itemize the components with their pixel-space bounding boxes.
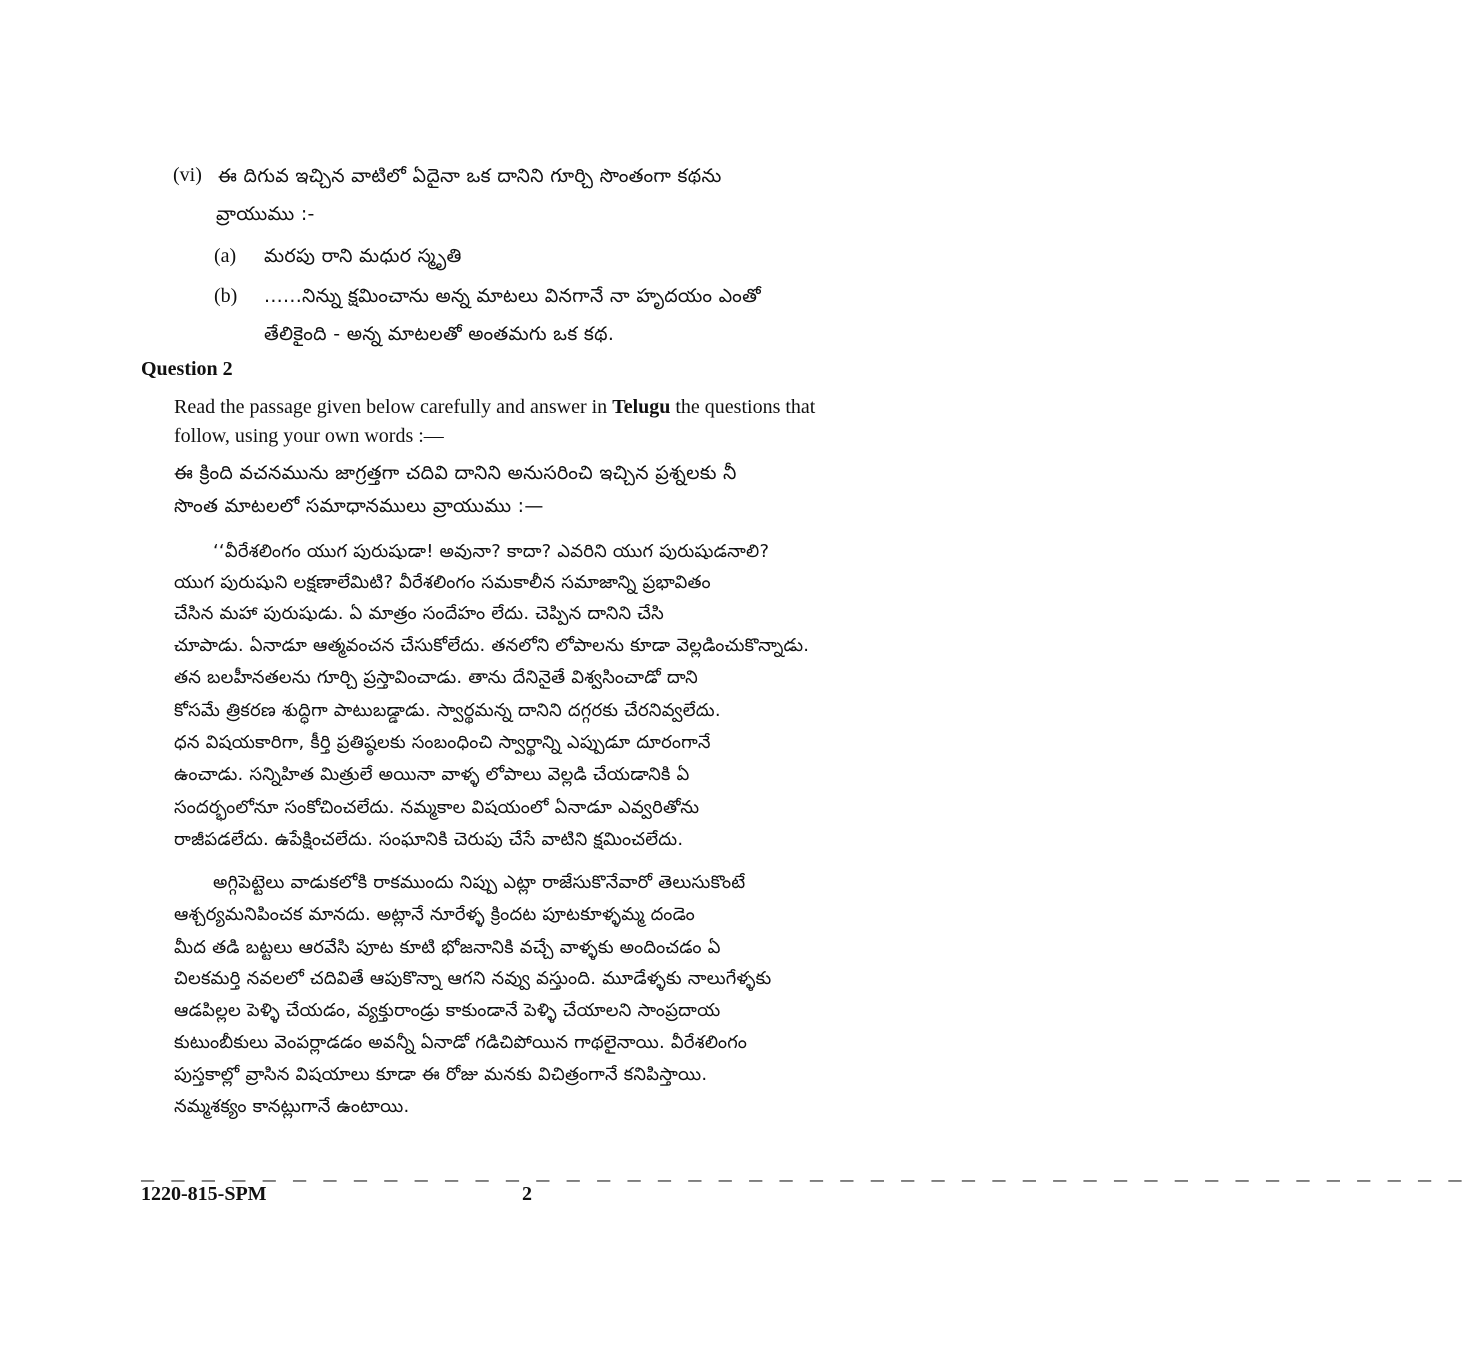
q2-instruction-pre: Read the passage given below carefully and answer in	[174, 396, 613, 418]
footer-dashed-rule: _ _ _ _ _ _ _ _ _ _ _ _ _ _ _ _ _ _ _ _ _ _ _ _ _ _ _ _ _ _ _ _ _ _ _ _ _ _ _ _ _ _ _ _	[141, 1161, 1464, 1186]
question-2-heading: Question 2	[141, 358, 233, 380]
option-a-text: మరపు రాని మధుర స్మృతి	[264, 245, 462, 267]
passage-line: అగ్గిపెట్టెలు వాడుకలోకి రాకముందు నిప్పు ఎట్లా రాజేసుకొనేవారో తెలుసుకొంటే	[213, 872, 746, 893]
passage-line: ఆశ్చర్యమనిపించక మానదు. అట్లానే నూరేళ్ళ క్రిందట పూటకూళ్ళమ్మ దండెం	[174, 904, 696, 925]
passage-line: మీద తడి బట్టలు ఆరవేసి పూట కూటి భోజనానికి వచ్చే వాళ్ళకు అందించడం ఏ	[174, 937, 721, 958]
passage-line: ఆడపిల్లల పెళ్ళి చేయడం, వ్యక్తురాండ్రు కాకుండానే పెళ్ళి చేయాలని సాంప్రదాయ	[174, 1000, 721, 1021]
option-b-text-line2: తేలికైంది - అన్న మాటలతో అంతమగు ఒక కథ.	[264, 323, 615, 345]
q2-instruction-language: Telugu	[612, 396, 671, 418]
passage-line: యుగ పురుషుని లక్షణాలేమిటి? వీరేశలింగం సమకాలీన సమాజాన్ని ప్రభావితం	[174, 572, 711, 593]
q1-vi-instruction-line1: ఈ దిగువ ఇచ్చిన వాటిలో ఏదైనా ఒక దానిని గూర్చి సొంతంగా కథను	[218, 165, 722, 187]
passage-line: ఉంచాడు. సన్నిహిత మిత్రులే అయినా వాళ్ళ లోపాలు వెల్లడి చేయడానికి ఏ	[174, 764, 690, 785]
option-b-text-line1: ......నిన్ను క్షమించాను అన్న మాటలు వినగానే నా హృదయం ఎంతో	[264, 285, 761, 307]
q2-instruction-te-line1: ఈ క్రింది వచనమును జాగ్రత్తగా చదివి దానిని అనుసరించి ఇచ్చిన ప్రశ్నలకు నీ	[174, 462, 737, 484]
q2-instruction-en-line2: follow, using your own words :—	[174, 425, 444, 447]
passage-line: నమ్మశక్యం కానట్లుగానే ఉంటాయి.	[174, 1096, 410, 1117]
page-number: 2	[522, 1183, 532, 1205]
passage-line: కుటుంబీకులు వెంపర్లాడడం అవన్నీ ఏనాడో గడిచిపోయిన గాథలైనాయి. వీరేశలింగం	[174, 1032, 748, 1053]
q1-vi-instruction-line2: వ్రాయుము :-	[216, 203, 315, 225]
paper-code: 1220-815-SPM	[141, 1183, 267, 1205]
passage-line: తన బలహీనతలను గూర్చి ప్రస్తావించాడు. తాను దేనినైతే విశ్వసించాడో దాని	[174, 667, 699, 688]
passage-line: పుస్తకాల్లో వ్రాసిన విషయాలు కూడా ఈ రోజు మనకు విచిత్రంగానే కనిపిస్తాయి.	[174, 1064, 708, 1085]
passage-line: చిలకమర్తి నవలలో చదివితే ఆపుకొన్నా ఆగని నవ్వు వస్తుంది. మూడేళ్ళకు నాలుగేళ్ళకు	[174, 968, 772, 989]
passage-line: సందర్భంలోనూ సంకోచించలేదు. నమ్మకాల విషయంలో ఏనాడూ ఎవ్వరితోను	[174, 797, 700, 818]
q2-instruction-post: the questions that	[670, 396, 816, 418]
item-marker-vi: (vi)	[173, 164, 202, 186]
passage-line: కోసమే త్రికరణ శుద్ధిగా పాటుబడ్డాడు. స్వార్థమన్న దానిని దగ్గరకు చేరనివ్వలేదు.	[174, 700, 721, 721]
option-b-marker: (b)	[214, 285, 238, 307]
q2-instruction-en-line1	[174, 396, 815, 419]
passage-line: చేసిన మహా పురుషుడు. ఏ మాత్రం సందేహం లేదు. చెప్పిన దానిని చేసి	[174, 603, 665, 624]
passage-line: చూపాడు. ఏనాడూ ఆత్మవంచన చేసుకోలేదు. తనలోని లోపాలను కూడా వెల్లడించుకొన్నాడు.	[174, 635, 810, 656]
passage-line: ‘‘వీరేశలింగం యుగ పురుషుడా! అవునా? కాదా? ఎవరిని యుగ పురుషుడనాలి?	[213, 541, 770, 562]
option-a-marker: (a)	[214, 245, 237, 267]
q2-instruction-te-line2: సొంత మాటలలో సమాధానములు వ్రాయుము :—	[174, 495, 544, 517]
passage-line: ధన విషయకారిగా, కీర్తి ప్రతిష్ఠలకు సంబంధించి స్వార్థాన్ని ఎప్పుడూ దూరంగానే	[174, 732, 711, 753]
passage-line: రాజీపడలేదు. ఉపేక్షించలేదు. సంఘానికి చెరుపు చేసే వాటిని క్షమించలేదు.	[174, 829, 684, 850]
